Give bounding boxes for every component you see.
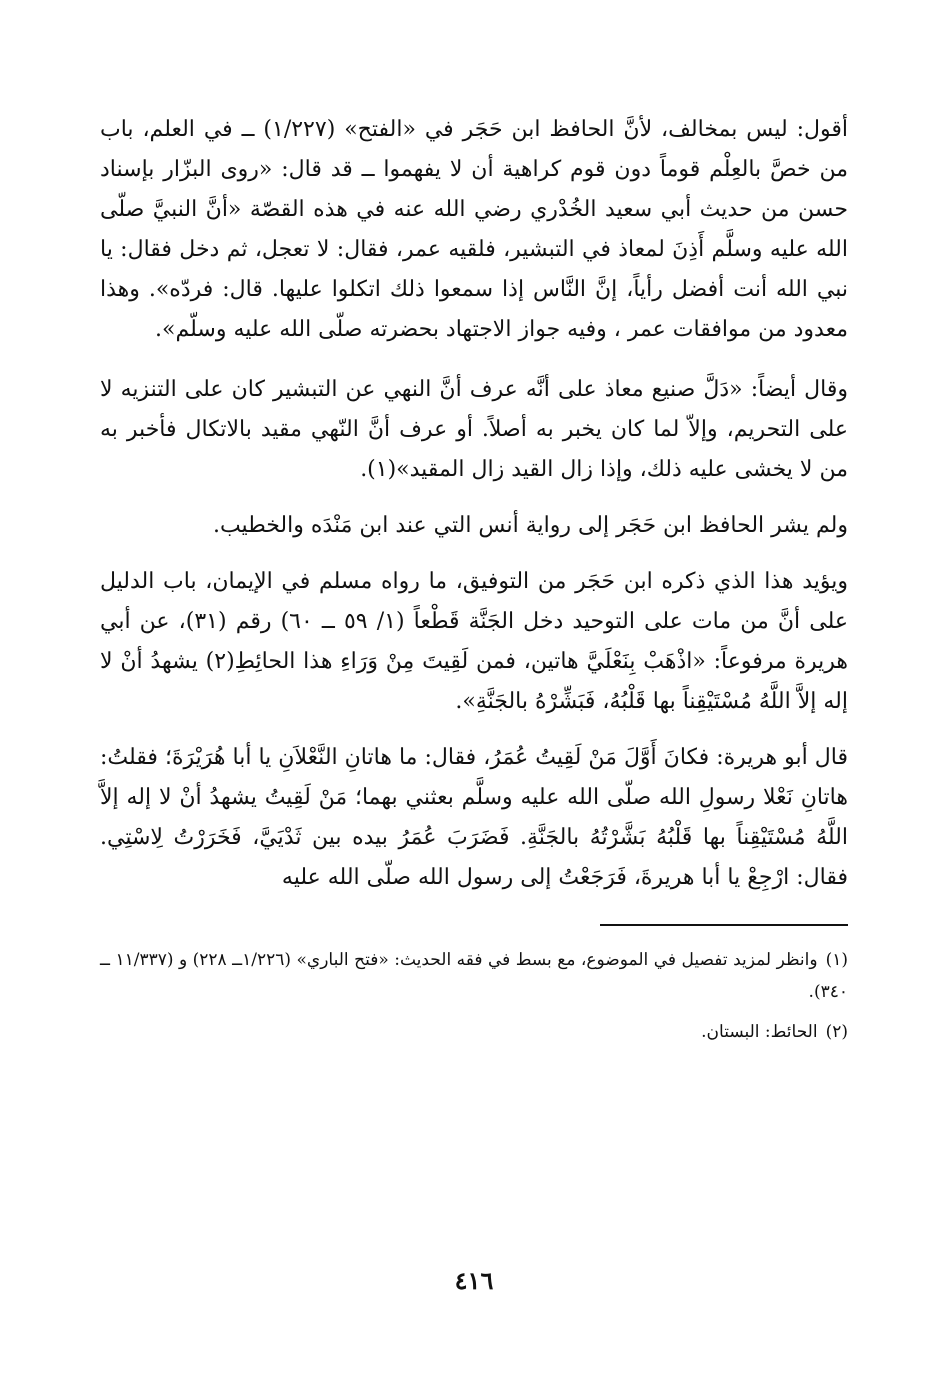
paragraph-5: قال أبو هريرة: فكانَ أَوَّلَ مَنْ لَقِيتُ عُمَرُ، فقال: ما هاتانِ النَّعْلاَنِ يا أبا هُرَيْرَةَ؛ فقلتُ: هاتانِ نَعْلا رسولِ الله صلّى الله عليه وسلَّم بعثني بهما؛ مَنْ لَقِيتُ يشهدُ أنْ لا إله إلاَّ اللَّهُ مُسْتَيْقِناً بها قَلْبُهُ بَشَّرْتُهُ بالجَنَّةِ. فَضَرَبَ عُمَرُ بيده بين ثَدْيَيَّ، فَخَرَرْتُ لِاسْتِي. فقال: ارْجِعْ يا أبا هريرةَ، فَرَجَعْتُ إلى رسول الله صلّى الله عليه [100,745,848,890]
page-body [100,110,848,1056]
footnote-2-text: الحائط: البستان. [701,1022,818,1042]
footnote-1-marker: (١) [825,950,848,970]
paragraph-3: ولم يشر الحافظ ابن حَجَر إلى رواية أنس التي عند ابن مَنْدَه والخطيب. [212,513,848,538]
footnote-1 [100,944,848,1008]
footnote-1-text: وانظر لمزيد تفصيل في الموضوع، مع بسط في فقه الحديث: «فتح الباري» (١/٢٢٦ــ ٢٢٨) و (١١/٣٣٧ ــ ٣٤٠). [100,950,848,1002]
footnotes [100,944,848,1048]
page-number: ٤١٦ [454,1266,494,1295]
paragraph-1: أقول: ليس بمخالف، لأنَّ الحافظ ابن حَجَر في «الفتح» (١/٢٢٧) ــ في العلم، باب من خصَّ بالعِلْم قوماً دون قوم كراهية أن لا يفهموا ــ قد قال: «روى البزّار بإسناد حسن من حديث أبي سعيد الخُدْري رضي الله عنه في هذه القصّة «أنَّ النبيَّ صلّى الله عليه وسلَّم أَذِنَ لمعاذ في التبشير، فلقيه عمر، فقال: لا تعجل، ثم دخل فقال: يا نبي الله أنت أفضل رأياً، إنَّ النَّاس إذا سمعوا ذلك اتكلوا عليها. قال: فردّه». وهذا معدود من موافقات عمر ، وفيه جواز الاجتهاد بحضرته صلّى الله عليه وسلّم». [100,117,848,342]
paragraph-4: ويؤيد هذا الذي ذكره ابن حَجَر من التوفيق، ما رواه مسلم في الإيمان، باب الدليل على أنَّ من مات على التوحيد دخل الجَنَّة قَطْعاً (١/ ٥٩ ــ ٦٠) رقم (٣١)، عن أبي هريرة مرفوعاً: «اذْهَبْ بِنَعْلَيَّ هاتين، فمن لَقِيتَ مِنْ وَرَاءِ هذا الحائِطِ(٢) يشهدُ أنْ لا إله إلاَّ اللَّهُ مُسْتَيْقِناً بها قَلْبُهُ، فَبَشِّرْهُ بالجَنَّةِ». [100,569,848,714]
footnotes-divider [600,924,848,926]
footnote-2-marker: (٢) [825,1022,848,1042]
paragraph-2: وقال أيضاً: «دَلَّ صنيع معاذ على أنَّه عرف أنَّ النهي عن التبشير كان على التنزيه لا على التحريم، وإلاّ لما كان يخبر به أصلاً. أو عرف أنَّ النّهي مقيد بالاتكال فأخبر به من لا يخشى عليه ذلك، وإذا زال القيد زال المقيد»(١). [100,377,848,482]
footnote-2 [100,1016,848,1048]
